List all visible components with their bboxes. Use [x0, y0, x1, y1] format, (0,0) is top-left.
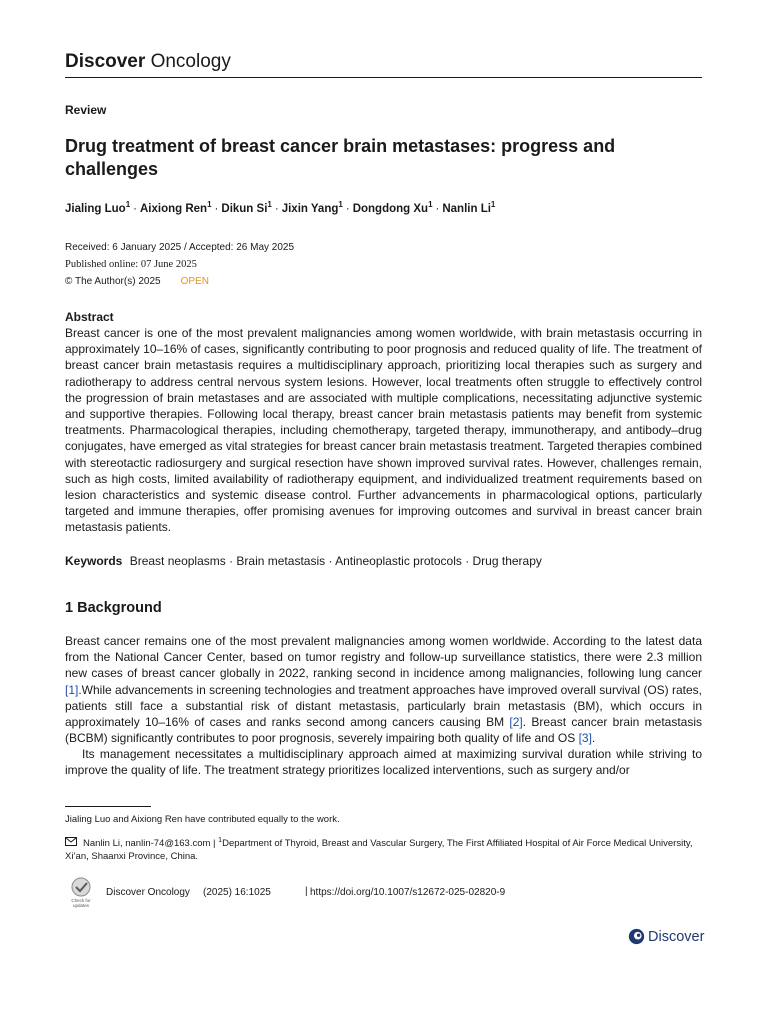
author-separator: · — [133, 203, 137, 215]
badge-line-2: updates — [72, 903, 90, 908]
envelope-icon — [65, 837, 77, 846]
article-title: Drug treatment of breast cancer brain metastases: progress and challenges — [65, 136, 616, 179]
journal-brand — [65, 51, 231, 73]
abstract-text: Breast cancer is one of the most prevalent malignancies among women worldwide, with brain metastasis occurring in approximately 10–16% of cases, significantly contributing to poor prognosis and reduced quality of life. The treatment of breast cancer brain metastasis requires a multidisciplinary approach, prioritizing local therapies such as surgery and radiotherapy to address central nervous system lesions. However, local treatments often struggle to effectively control the progression of brain metastases and are associated with multiple complications, necessitating adjunctive systemic and supportive therapies. Following local therapy, breast cancer brain metastasis patients may benefit from systemic treatments. Pharmacological therapies, including chemotherapy, targeted therapy, immunotherapy, and antibody–drug conjugates, have emerged as vital strategies for breast cancer brain metastasis treatment. Targeted therapies combined with stereotactic radiosurgery and surgical resection have shown improved survival rates. However, challenges remain, such as high costs, limited availability of radiotherapy equipment, and individualized treatment requirements based on lesion characteristics and systemic disease control. Further advancements in pharmacological options, particularly targeted and immune therapies, offer promising avenues for improving outcomes and survival in breast cancer brain metastasis patients. — [65, 326, 702, 535]
equal-contribution-note: Jialing Luo and Aixiong Ren have contributed equally to the work. — [65, 814, 340, 825]
section-heading: 1 Background — [65, 600, 162, 616]
keywords-line — [65, 553, 542, 569]
citation-link[interactable]: [3] — [578, 731, 592, 746]
body-text-segment: . Breast cancer brain metastasis (BCBM) significantly contributes to poor prognosis, severely impairing both quality of life and OS — [65, 715, 702, 746]
author-affiliation: 1 — [207, 200, 212, 209]
article-type: Review — [65, 103, 107, 117]
keywords-text: Breast neoplasms · Brain metastasis · Antineoplastic protocols · Drug therapy — [129, 554, 542, 568]
journal-brand-bold: Discover — [65, 51, 146, 72]
copyright-text: © The Author(s) 2025 — [65, 276, 161, 287]
footer-separator: | — [305, 886, 308, 897]
header-divider — [65, 77, 702, 78]
citation-link[interactable]: [1] — [65, 682, 79, 697]
author-name[interactable]: Dongdong Xu — [352, 203, 429, 215]
keywords-label: Keywords — [65, 554, 123, 568]
journal-brand-rest: Oncology — [150, 51, 231, 72]
author-separator: · — [435, 203, 440, 215]
correspondence-text[interactable]: Nanlin Li, nanlin-74@163.com | — [83, 838, 219, 849]
badge-line-1: Check for — [71, 898, 91, 903]
received-accepted-date: Received: 6 January 2025 / Accepted: 26 May 2025 — [65, 242, 295, 253]
body-text-segment: Breast cancer remains one of the most prevalent malignancies among women worldwide. According to the latest data from the National Cancer Center, based on tumor registry and follow-up surveillance statistics, there were 2.3 million new cases of breast cancer globally in 2022, ranking second in incidence among malignancies, following lung cancer — [65, 634, 702, 681]
footnote-divider — [65, 806, 151, 807]
author-name[interactable]: Jialing Luo — [65, 203, 126, 215]
author-affiliation: 1 — [428, 200, 433, 209]
author-list — [65, 202, 495, 217]
body-text-segment: .While advancements in screening technologies and treatment approaches have improved overall survival (OS) rates, patients still face a substantial risk of distant metastasis, particularly brain metastasis (BM), which occurs in approximately 10–16% of cases and ranks second among cancers causing BM — [65, 682, 702, 730]
author-separator: · — [214, 203, 219, 215]
footer-volume: (2025) 16:1025 — [203, 887, 271, 898]
abstract-heading: Abstract — [65, 310, 114, 324]
discover-logo-text: Discover — [648, 928, 705, 945]
footer-journal: Discover Oncology — [106, 887, 190, 898]
author-affiliation: 1 — [267, 200, 272, 209]
check-for-updates-badge[interactable] — [66, 876, 96, 910]
body-text-segment: . — [591, 731, 596, 746]
copyright-line — [65, 273, 294, 290]
discover-logo-icon — [628, 928, 645, 945]
author-affiliation: 1 — [490, 200, 496, 209]
correspondence-note — [65, 837, 702, 863]
author-name[interactable]: Nanlin Li — [442, 203, 491, 215]
author-affiliation: 1 — [125, 200, 131, 209]
doi-link[interactable]: https://doi.org/10.1007/s12672-025-02820-9 — [310, 887, 506, 898]
open-access-badge: OPEN — [180, 276, 209, 287]
body-paragraph — [65, 633, 702, 746]
body-paragraph: Its management necessitates a multidisciplinary approach aimed at maximizing survival duration while striving to improve the quality of life. The treatment strategy prioritizes localized interventions, such as surgery and/or — [65, 747, 702, 778]
affiliation-mark: 1 — [218, 837, 223, 844]
author-separator: · — [274, 203, 279, 215]
author-name[interactable]: Dikun Si — [221, 203, 268, 215]
check-for-updates-icon — [66, 876, 96, 910]
published-date: Published online: 07 June 2025 — [65, 259, 197, 270]
author-name[interactable]: Jixin Yang — [281, 203, 339, 215]
article-dates — [65, 239, 294, 290]
discover-logo — [628, 928, 704, 948]
author-separator: · — [345, 203, 350, 215]
affiliation-text: Department of Thyroid, Breast and Vascular Surgery, The First Affiliated Hospital of Air Force Medical University, Xi’an, Shaanxi Province, China. — [65, 838, 693, 862]
author-affiliation: 1 — [338, 200, 343, 209]
citation-link[interactable]: [2] — [509, 715, 523, 730]
author-name[interactable]: Aixiong Ren — [140, 203, 208, 215]
